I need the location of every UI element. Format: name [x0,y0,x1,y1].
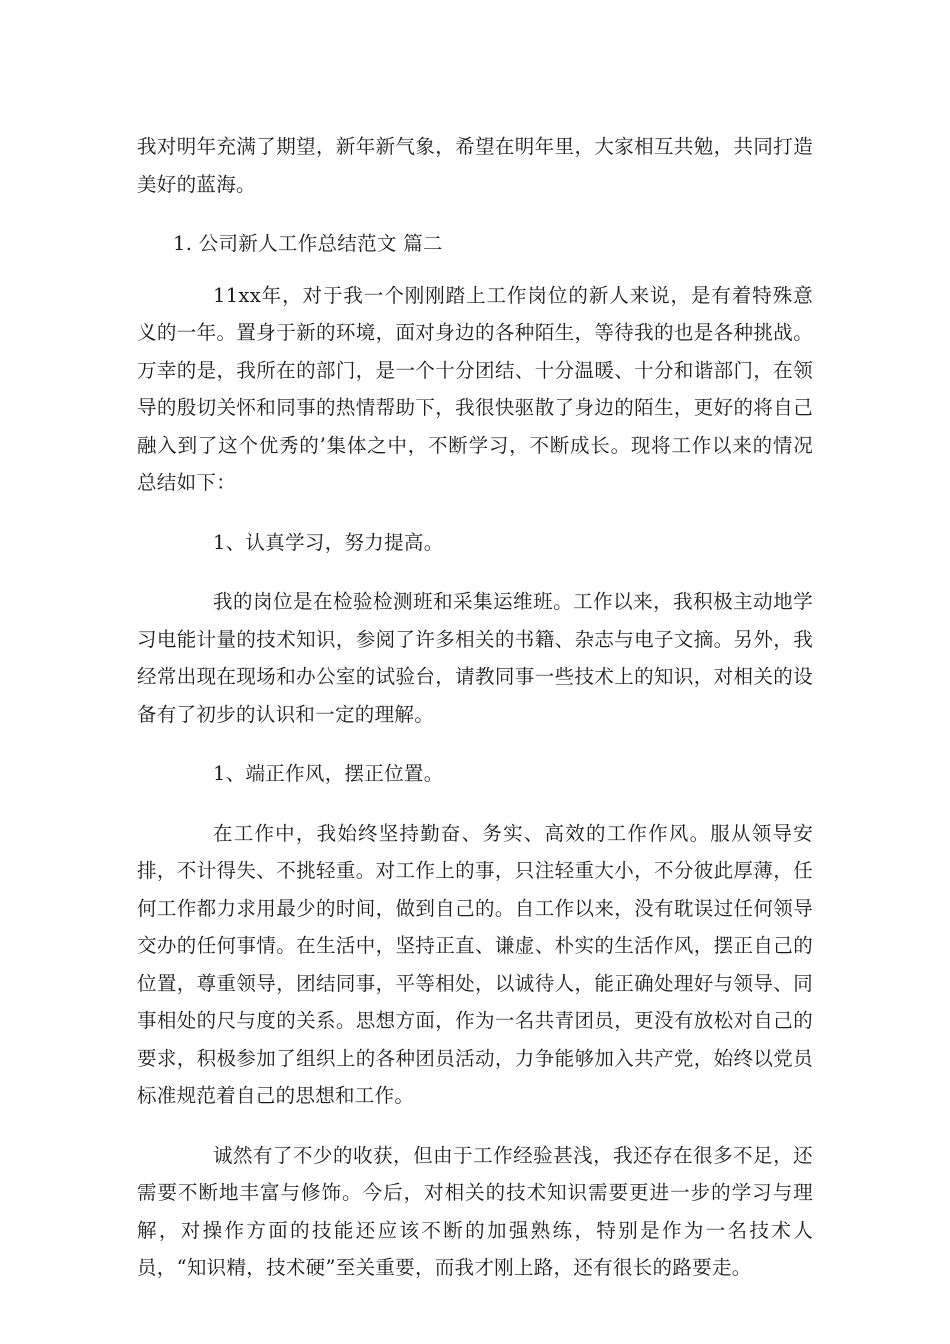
paragraph-study: 我的岗位是在检验检测班和采集运维班。工作以来，我积极主动地学习电能计量的技术知识，参阅了许多相关的书籍、杂志与电子文摘。另外，我经常出现在现场和办公室的试验台，请教同事一些技术上的知识，对相关的设备有了初步的认识和一定的理解。 [137,590,813,726]
subheading-style: 1、端正作风，摆正位置。 [213,762,444,785]
document-body [137,128,813,1287]
subheading-study: 1、认真学习，努力提高。 [213,530,444,554]
paragraph-shortcomings: 诚然有了不少的收获，但由于工作经验甚浅，我还存在很多不足，还需要不断地丰富与修饰。今后，对相关的技术知识需要更进一步的学习与理解，对操作方面的技能还应该不断的加强熟练，特别是作为一名技术人员，“知识精，技术硬”至关重要，而我才刚上路，还有很长的路要走。 [137,1143,813,1279]
section-heading: 1. 公司新人工作总结范文 篇二 [173,232,443,255]
paragraph-style: 在工作中，我始终坚持勤奋、务实、高效的工作作风。服从领导安排，不计得失、不挑轻重。对工作上的事，只注轻重大小，不分彼此厚薄，任何工作都力求用最少的时间，做到自己的。自工作以来，没有耽误过任何领导交办的任何事情。在生活中，坚持正直、谦虚、朴实的生活作风，摆正自己的位置，尊重领导，团结同事，平等相处，以诚待人，能正确处理好与领导、同事相处的尺与度的关系。思想方面，作为一名共青团员，更没有放松对自己的要求，积极参加了组织上的各种团员活动，力争能够加入共产党，始终以党员标准规范着自己的思想和工作。 [137,821,813,1107]
paragraph-intro: 11xx年，对于我一个刚刚踏上工作岗位的新人来说，是有着特殊意义的一年。置身于新的环境，面对身边的各种陌生，等待我的也是各种挑战。万幸的是，我所在的部门，是一个十分团结、十分温暖、十分和谐部门，在领导的殷切关怀和同事的热情帮助下，我很快驱散了身边的陌生，更好的将自己融入到了这个优秀的’集体之中，不断学习，不断成长。现将工作以来的情况总结如下： [137,283,813,494]
paragraph-closing-previous: 我对明年充满了期望，新年新气象，希望在明年里，大家相互共勉，共同打造美好的蓝海。 [137,135,813,196]
